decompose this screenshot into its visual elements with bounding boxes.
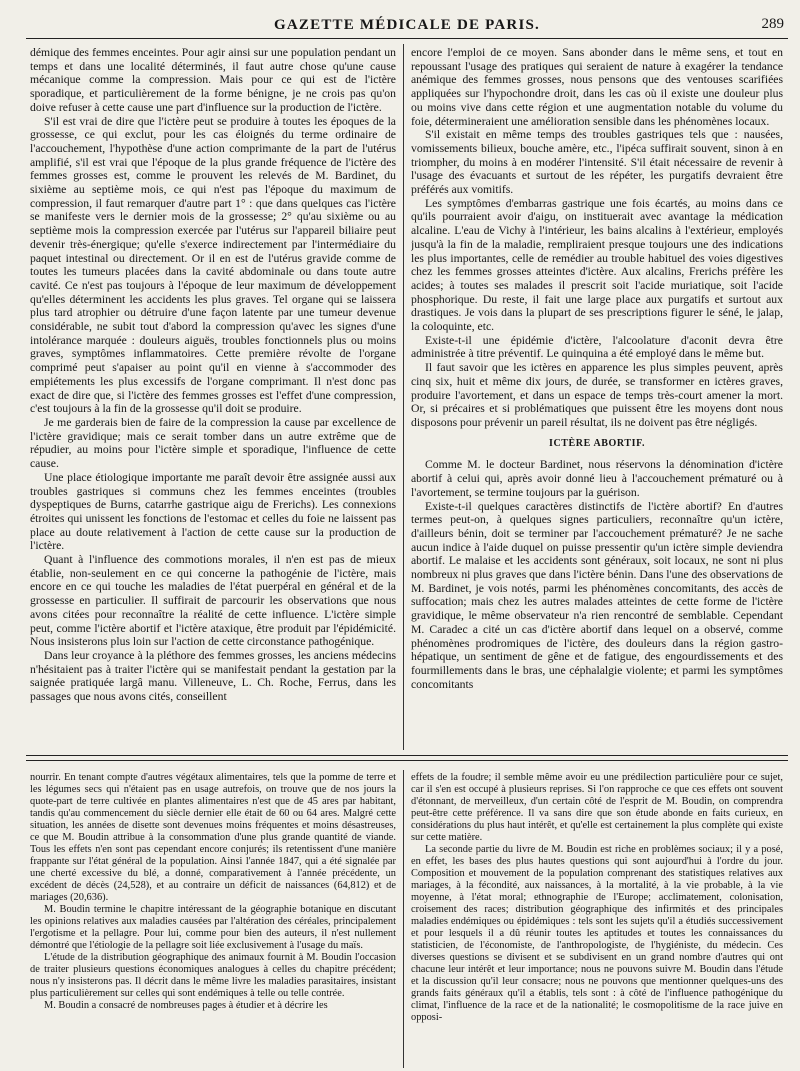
lower-left-column [30, 772, 396, 1068]
paragraph: démique des femmes enceintes. Pour agir ainsi sur une population pendant un temps et dans une localité déterminés, il faut autre chose qu'une cause mécanique comme la compression. Mais pour ce qui est de l'ictère sporadique, et particulièrement de la forme bénigne, je ne crois pas qu'on doive refuser à cette cause une part d'influence sur la production de l'ictère. [30, 46, 396, 114]
column-divider-lower [403, 770, 404, 1068]
paragraph: Comme M. le docteur Bardinet, nous réservons la dénomination d'ictère abortif à celui qui, après avoir donné lieu à l'accouchement prématuré ou à l'avortement, se termine toujours par la guérison. [411, 458, 783, 499]
paragraph: nourrir. En tenant compte d'autres végétaux alimentaires, tels que la pomme de terre et les légumes secs qui n'étaient pas en usage autrefois, on trouve que de nos jours la quote-part de terre cultivée en plantes alimentaires n'est que de 45 ares par habitant, tandis qu'au commencement du siècle dernier elle était de 60 ou 64 ares. Malgré cette situation, les années de disette sont devenues moins fréquentes et moins désastreuses, ce que M. Boudin attribue à la consommation d'une plus grande quantité de viande. Tous les effets n'en sont pas cependant encore conjurés; ils retentissent d'une manière frappante sur l'état général de la population. Ainsi l'année 1847, qui a été signalée par une cherté excessive du blé, a donné, comparativement à l'année précédente, un excédent de décès (24,528), et au contraire un déficit de naissances (64,812) et de mariages (20,636). [30, 772, 396, 903]
paragraph: S'il existait en même temps des troubles gastriques tels que : nausées, vomissements bilieux, bouche amère, etc., l'ipéca suffirait souvent, sinon à en triompher, du moins à en modérer l'intensité. S'il était nécessaire de revenir à l'usage des évacuants et surtout de les répéter, les purgatifs devraient être préférés aux vomitifs. [411, 128, 783, 197]
paragraph: La seconde partie du livre de M. Boudin est riche en problèmes sociaux; il y a posé, en effet, les bases des plus hautes questions qui sont aujourd'hui à l'ordre du jour. Composition et mouvement de la population comprenant des statistiques relatives aux mariages, à la fécondité, aux naissances, à la mortalité, à la vie probable, à la vie moyenne, à l'état moral; ethnographie de l'Europe; acclimatement, colonisation, croisement des races; distribution géographique des infirmités et des principales maladies endémiques ou épidémiques : tels sont les sujets qu'il a étudiés successivement et pour lesquels il a dû réunir toutes les aptitudes et toutes les connaissances du statisticien, de l'économiste, de l'anthropologiste, de l'hygiéniste, du médecin. Ces diverses questions se divisent et se subdivisent en un grand nombre d'autres qui ont chacune leur intérêt et leur importance; nous ne pouvons suivre M. Boudin dans l'étude et la discussion qu'il leur consacre; nous ne pouvons que mentionner quelques-uns des grands faits généraux qu'il a établis, tels sont : à côté de l'influence pathogénique du climat, l'influence de la race et de la nationalité; le cosmopolitisme de la race juive en opposi- [411, 844, 783, 1023]
section-heading: ICTÈRE ABORTIF. [548, 437, 646, 449]
journal-title: GAZETTE MÉDICALE DE PARIS. [274, 17, 540, 33]
paragraph: encore l'emploi de ce moyen. Sans abonder dans le même sens, et tout en repoussant l'usage des pratiques qui seraient de nature à exagérer la tendance anémique des femmes grosses, nous pensons que des ventouses scarifiées appliquées sur l'hypochondre droit, dans les cas où il existe une douleur plus ou moins vive dans cette région et une augmentation notable du volume du foie, détermineraient une amélioration sensible dans les phénomènes locaux. [411, 46, 783, 128]
paragraph: Quant à l'influence des commotions morales, il n'en est pas de mieux établie, non-seulement en ce qui concerne la pathogénie de l'ictère, mais encore en ce qui touche les maladies de l'état puerpéral en général et de la grossesse en particulier. Il suffirait de parcourir les observations que nous avons citées pour reconnaître la réalité de cette influence. L'ictère simple peut, comme l'ictère abortif et l'ictère ataxique, être produit par l'épidémicité. Nous insisterons plus loin sur l'action de cette circonstance pathogénique. [30, 553, 396, 649]
paragraph: effets de la foudre; il semble même avoir eu une prédilection particulière pour ce sujet, car il s'en est occupé à plusieurs reprises. Si l'on rapproche ce que ces effets ont souvent d'étonnant, de merveilleux, d'un certain côté de l'esprit de M. Boudin, on comprendra peut-être cette préférence. Il va sans dire que son étude abonde en faits curieux, en considérations du plus haut intérêt, et qu'elle est certainement la plus complète qui existe sur cette matière. [411, 772, 783, 843]
page-header [26, 6, 788, 39]
paragraph: Je me garderais bien de faire de la compression la cause par excellence de l'ictère gravidique; mais ce serait tomber dans un autre extrême que de répudier, au moins pour l'ictère simple et sporadique, l'influence de cette cause. [30, 415, 396, 471]
paragraph: Existe-t-il une épidémie d'ictère, l'alcoolature d'aconit devra être administrée à titre préventif. Le quinquina a été employé dans le même but. [411, 333, 783, 361]
paragraph: L'étude de la distribution géographique des animaux fournit à M. Boudin l'occasion de traiter plusieurs questions économiques analogues à celles du chapitre précédent; nous n'y insisterons pas. Il décrit dans le même livre les maladies parasitaires, insistant plus particulièrement sur celles qui sont endémiques à telle ou telle contrée. [30, 952, 396, 999]
paragraph: Il faut savoir que les ictères en apparence les plus simples peuvent, après cinq six, huit et même dix jours, de durée, se transformer en ictères graves, produire l'avortement, et dans un espace de temps très-court amener la mort. Or, si précaires et si problématiques que puissent être les moyens dont nous disposons pour prévenir un pareil résultat, ils ne doivent pas être négligés. [411, 361, 783, 429]
upper-right-column [411, 46, 783, 750]
paragraph: Dans leur croyance à la pléthore des femmes grosses, les anciens médecins n'hésitaient pas à traiter l'ictère qui se manifestait pendant la gestation par la saignée pratiquée largâ manu. Villeneuve, L. Ch. Roche, Ferrus, dans les passages que nous avons cités, conseillent [30, 648, 396, 704]
page-number: 289 [761, 16, 784, 32]
section-separator-rule [26, 755, 788, 756]
section-separator-rule-thin [26, 760, 788, 761]
paragraph: S'il est vrai de dire que l'ictère peut se produire à toutes les époques de la grossesse, ce qui exclut, pour les cas éloignés du terme ordinaire de l'accouchement, l'hypothèse d'une action comprimante de la part de l'utérus amplifié, s'il est vrai que l'époque de la plus grande fréquence de l'ictère des femmes grosses est, comme le prouvent les relevés de M. Bardinet, du sixième au septième mois, ce qui n'est pas l'époque du maximum de compression, il faut remarquer d'autre part 1° : que dans quelques cas l'ictère se manifeste vers le dernier mois de la grossesse; 2° qu'au sixième ou au septième mois la compression exercée par l'utérus sur l'appareil biliaire peut devenir très-énergique; qu'elle s'exerce indirectement par l'intermédiaire du paquet intestinal ou directement. Or il en est de l'utérus gravide comme de toutes les tumeurs placées dans la cavité abdominale ou dans toute autre cavité. Ce n'est pas toujours à l'époque de leur maximum de développement qu'elles déterminent les accidents les plus graves. Tel organe qui se laissera plus tard atrophier ou détruire d'une façon latente par une tumeur devenue considérable, ne subit tout d'abord la compression qu'avec les signes d'une intolérance marquée : douleurs aiguës, troubles fonctionnels plus ou moins graves, symptômes inflammatoires. Cette première révolte de l'organe comprimé peut s'apaiser au point qu'il en vienne à s'accommoder des empiétements les plus excessifs de l'organe comprimant. Il n'est donc pas exact de dire que, si l'ictère des femmes grosses est l'effet d'une compression, c'est toujours à la fin de la grossesse qu'il doit se produire. [30, 114, 396, 416]
paragraph: Les symptômes d'embarras gastrique une fois écartés, au moins dans ce qu'ils pourraient avoir d'aigu, on instituerait avec avantage la médication alcaline. L'eau de Vichy à l'intérieur, les bains alcalins à l'extérieur, employés jusqu'à la fin de la maladie, rempliraient presque toujours une des indications les plus importantes, celle de remédier au trouble habituel des voies digestives chez les femmes grosses atteintes d'ictère. Aux alcalins, Frerichs préfère les acides; à toutes ses malades il prescrit soit l'acide muriatique, soit l'acide phosphorique. Du reste, il fait une large place aux purgatifs et surtout aux drastiques. Je vois dans la plupart de ses prescriptions figurer le séné, le jalap, la coloquinte, etc. [411, 196, 783, 334]
lower-right-column [411, 772, 783, 1068]
paragraph: Existe-t-il quelques caractères distinctifs de l'ictère abortif? En d'autres termes peut-on, à quelques signes particuliers, reconnaître qu'un ictère, d'ailleurs bénin, doit se terminer par l'accouchement prématuré? Je ne sache aucun indice à l'aide duquel on puisse pressentir qu'un ictère simple deviendra abortif. Le malaise et les accidents sont généraux, soit locaux, ne sont ni plus nombreux ni plus graves que dans l'ictère bénin. Dans l'une des observations de M. Bardinet, je vois notés, parmi les phénomènes concomitants, des accès de suffocation; mais chez les autres malades atteintes de cette forme de l'ictère gravidique, le même observateur n'a rien rencontré de semblable. Cependant M. Caradec a cité un cas d'ictère abortif dans lequel on a observé, comme phénomènes prodromiques de l'ictère, des douleurs dans la région gastro-hépatique, un sentiment de gêne et de fatigue, des engourdissements et des fourmillements dans le bras, une céphalalgie violente; et parmi les symptômes concomitants [411, 499, 783, 691]
paragraph: M. Boudin termine le chapitre intéressant de la géographie botanique en discutant les opinions relatives aux maladies causées par l'altération des céréales, principalement l'ergotisme et la pellagre. Pour lui, comme pour bien des auteurs, il n'est nullement démontré que l'étiologie de la pellagre soit liée exclusivement à l'usage du maïs. [30, 904, 396, 951]
paragraph: M. Boudin a consacré de nombreuses pages à étudier et à décrire les [44, 1000, 328, 1011]
upper-left-column [30, 46, 396, 750]
column-divider-upper [403, 44, 404, 750]
paragraph: Une place étiologique importante me paraît devoir être assignée aussi aux troubles gastriques si communs chez les femmes enceintes (troubles dyspeptiques de Burns, catarrhe gastrique aigu de Frerichs). Les connexions étroites qui unissent les fonctions de l'estomac et celles du foie ne laissent pas place au doute relativement à l'action de cette cause sur la production de l'ictère. [30, 470, 396, 553]
